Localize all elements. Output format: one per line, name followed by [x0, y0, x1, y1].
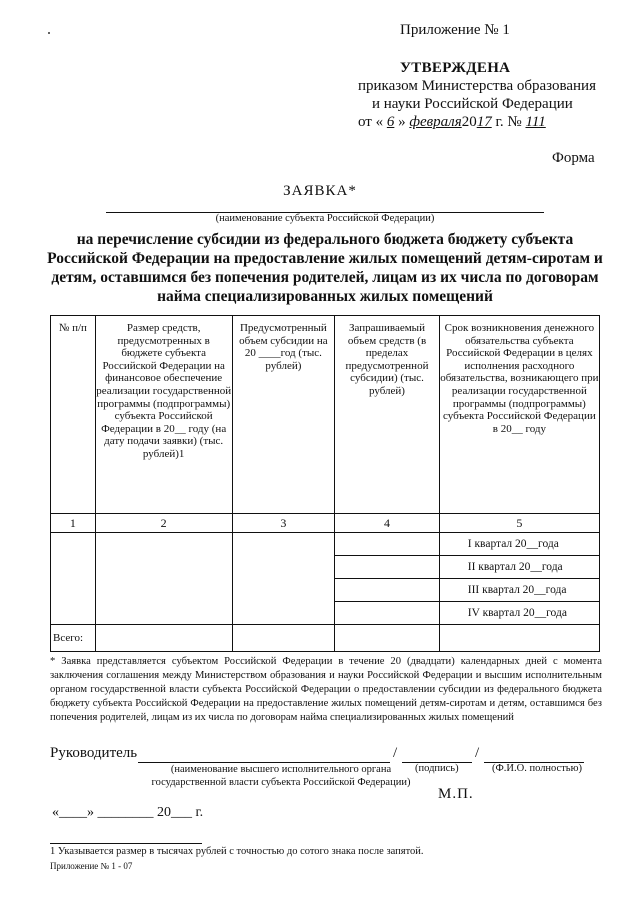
total-cell — [95, 625, 232, 652]
quarters-cell — [439, 533, 599, 625]
header-cell: Предусмотренный объем субсидии на 20 ____год (тыс. рублей) — [232, 316, 335, 514]
org-caption: (наименование высшего исполнительного органа государственной власти субъекта Российской Федерации) — [151, 764, 411, 788]
budget-amount-cell — [95, 533, 232, 625]
signature-caption: (подпись) — [415, 763, 459, 774]
requested-q2 — [335, 556, 439, 579]
total-label: Всего: — [51, 625, 96, 652]
column-number: 3 — [232, 514, 335, 533]
order-line-1: приказом Министерства образования — [358, 78, 596, 94]
quarter-3: III квартал 20__года — [440, 579, 599, 602]
fio-caption: (Ф.И.О. полностью) — [492, 763, 582, 774]
header-cell: Запрашиваемый объем средств (в пределах предусмотренной субсидии) (тыс. рублей) — [335, 316, 440, 514]
order-year: 17 — [476, 114, 492, 130]
order-year-pre: 20 — [461, 114, 477, 130]
order-day: 6 — [386, 114, 395, 130]
total-row — [51, 625, 600, 652]
total-cell — [335, 625, 440, 652]
order-number: 111 — [525, 114, 546, 130]
table-header-row — [51, 316, 600, 514]
separator-slash: / — [475, 745, 480, 761]
column-number: 4 — [335, 514, 440, 533]
approved-heading: УТВЕРЖДЕНА — [400, 60, 511, 76]
row-number-cell — [51, 533, 96, 625]
column-number: 2 — [95, 514, 232, 533]
quarter-4: IV квартал 20__года — [467, 606, 567, 619]
total-cell — [232, 625, 335, 652]
stamp-placeholder: М.П. — [438, 786, 474, 802]
head-label: Руководитель — [50, 745, 138, 761]
request-subtitle: на перечисление субсидии из федерального бюджета бюджету субъекта Российской Федерации на предоставление жилых помещений детям-сиротам и детям, оставшимся без попечения родителей, лицам из их числа по договорам найма специализированных жилых помещений — [47, 231, 603, 305]
header-cell: № п/п — [51, 316, 96, 514]
order-date-line — [358, 114, 546, 131]
requested-amount-cell — [335, 533, 440, 625]
subsidy-amount-cell — [232, 533, 335, 625]
order-line-2: и науки Российской Федерации — [372, 96, 573, 112]
date-line: «____» ________ 20___ г. — [52, 805, 204, 820]
page-code: Приложение № 1 - 07 — [50, 861, 133, 871]
requested-q3 — [335, 579, 439, 602]
column-number: 5 — [439, 514, 599, 533]
order-year-post: г. № — [495, 114, 522, 130]
footnote-rule — [50, 843, 202, 844]
column-number: 1 — [51, 514, 96, 533]
total-cell — [439, 625, 599, 652]
header-cell: Срок возникновения денежного обязательства субъекта Российской Федерации в целях исполнения расходного обязательства, возникающего при реализации государственной программы (подпрограммы) субъекта Российской Федерации в 20__ году — [439, 316, 599, 514]
table-row — [51, 533, 600, 625]
order-month: февраля — [409, 114, 462, 130]
quarter-2: II квартал 20__года — [440, 556, 599, 579]
order-mid: » — [398, 114, 406, 130]
requested-q1 — [335, 533, 439, 556]
subject-caption: (наименование субъекта Российской Федерации) — [215, 213, 435, 224]
requested-q4 — [335, 602, 439, 624]
scan-speck — [48, 32, 50, 34]
column-number-row — [51, 514, 600, 533]
footnote-asterisk: * Заявка представляется субъектом Российской Федерации в течение 20 (двадцати) календарных дней с момента заключения соглашения между Министерством образования и науки Российской Федерации и высшим исполнительным органом государственной власти субъекта Российской Федерации о предоставлении субсидии из федерального бюджета бюджету субъекта Российской Федерации на предоставление жилых помещений детям-сиротам и детям, оставшимся без попечения родителей, лицам из их числа по договорам найма специализированных жилых помещений — [50, 656, 602, 723]
form-label: Форма — [552, 150, 595, 166]
separator-slash: / — [393, 745, 398, 761]
appendix-label: Приложение № 1 — [400, 22, 510, 38]
header-cell: Размер средств, предусмотренных в бюджете субъекта Российской Федерации на финансовое обеспечение реализации государственной программы (подпрограммы) субъекта Российской Федерации в 20__ году (на дату подачи заявки) (тыс. рублей)1 — [95, 316, 232, 514]
quarter-1: I квартал 20__года — [440, 533, 599, 556]
request-table — [50, 315, 600, 652]
document-title: ЗАЯВКА* — [283, 183, 357, 199]
order-prefix: от « — [358, 114, 384, 130]
footnote-1: 1 Указывается размер в тысячах рублей с точностью до сотого знака после запятой. — [50, 846, 424, 857]
